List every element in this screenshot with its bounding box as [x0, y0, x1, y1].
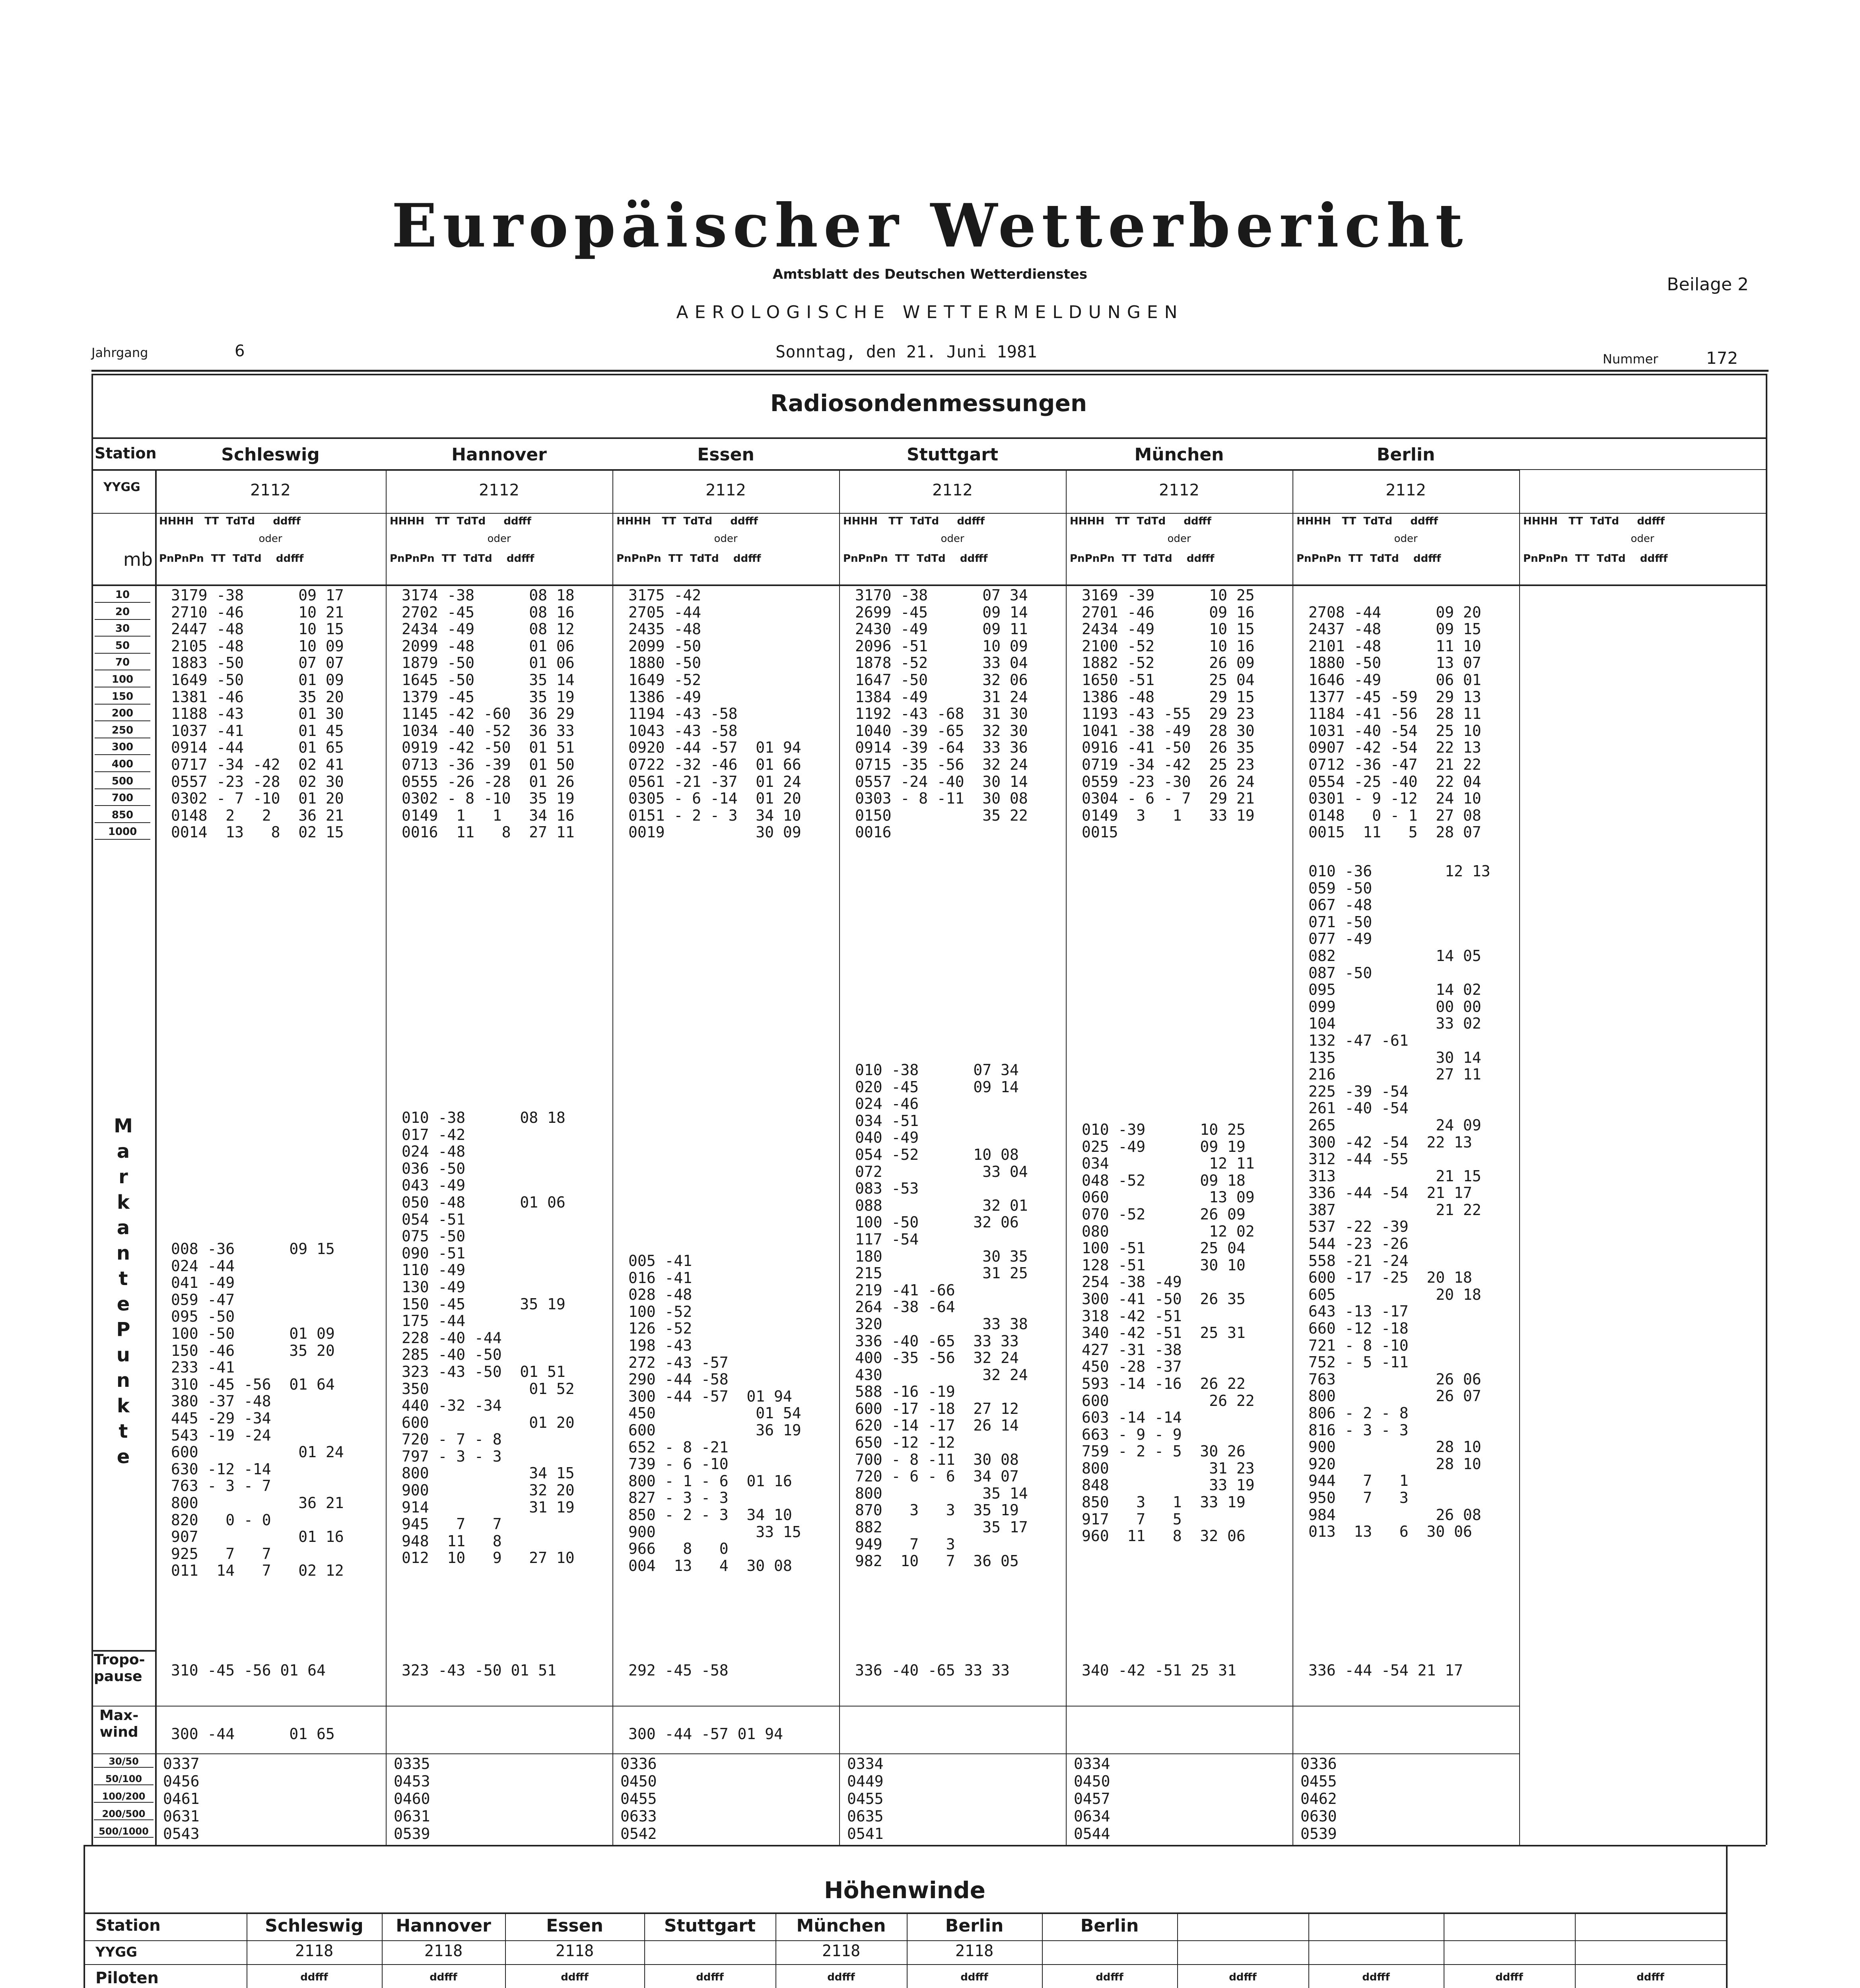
wind-layer-data: 0336 0450 0455 0633 0542 [620, 1755, 657, 1842]
radiosonde-title: Radiosondenmessungen [770, 390, 1087, 417]
wind-layer-label: 200/500 [94, 1808, 154, 1820]
col-header: HHHH TT TdTd ddfff [1070, 515, 1211, 527]
col-header: HHHH TT TdTd ddfff [843, 515, 985, 527]
rule-line [1726, 1845, 1728, 1988]
pressure-level: 10 [95, 588, 150, 603]
markante-letter: r [119, 1166, 128, 1188]
station-yygg: 2112 [932, 481, 973, 499]
col-header: oder [714, 533, 738, 545]
col-header: oder [941, 533, 964, 545]
wind-layer-data: 0334 0450 0457 0634 0544 [1074, 1755, 1110, 1842]
pressure-level: 200 [95, 706, 150, 721]
markante-data: 008 -36 09 15 024 -44 041 -49 059 -47 095 -50 100 -50 01 09 150 -46 35 20 233 -41 310 -45 -56 01 64 380 -37 -48 445 -29 -34 543 -19 -24 600 01 24 630 -12 -14 763 - 3 - 7 800 36 21 820 0 - 0 907 01 16 925 7 7 011 14 7 02 12 [171, 1240, 344, 1580]
markante-letter: u [116, 1344, 130, 1366]
col-header: HHHH TT TdTd ddfff [390, 515, 531, 527]
tropopause-data: 292 -45 -58 [628, 1662, 729, 1679]
col-header: HHHH TT TdTd ddfff [159, 515, 301, 527]
station-label: Station [95, 1916, 161, 1935]
tropopause-data: 336 -44 -54 21 17 [1308, 1662, 1463, 1679]
pressure-level: 50 [95, 639, 150, 654]
markante-letter: e [117, 1293, 130, 1315]
piloten-ddfff: ddfff [300, 1971, 328, 1983]
station-name: Hannover [396, 1916, 491, 1936]
station-name: München [796, 1916, 886, 1936]
col-header: HHHH TT TdTd ddfff [616, 515, 758, 527]
col-header: HHHH TT TdTd ddfff [1296, 515, 1438, 527]
station-label: Station [95, 445, 157, 462]
wind-layer-label: 50/100 [94, 1773, 154, 1785]
station-name: Essen [697, 445, 754, 465]
markante-letter: n [116, 1369, 130, 1392]
maxwind-label: Max- wind [99, 1707, 139, 1740]
rule-line [84, 1964, 1726, 1965]
report-subtitle: Amtsblatt des Deutschen Wetterdienstes [772, 266, 1088, 282]
wind-layer-label: 30/50 [94, 1756, 154, 1768]
pressure-level: 20 [95, 605, 150, 620]
col-header: oder [258, 533, 282, 545]
volume-value: 6 [235, 342, 245, 360]
maxwind-data: 300 -44 -57 01 94 [628, 1725, 783, 1743]
section-heading: AEROLOGISCHE WETTERMELDUNGEN [676, 302, 1184, 322]
supplement-label: Beilage 2 [1667, 274, 1749, 295]
station-yygg: 2112 [479, 481, 519, 499]
rule-line [84, 1912, 1726, 1914]
standard-level-data: 3174 -38 08 18 2702 -45 08 16 2434 -49 08 12 2099 -48 01 06 1879 -50 01 06 1645 -50 35 14 1379 -45 35 19 1145 -42 -60 36 29 1034 -40 -52 36 33 0919 -42 -50 01 51 0713 -36 -39 01 50 0555 -26 -28 01 26 0302 - 8 -10 35 19 0149 1 1 34 16 0016 11 8 27 11 [402, 586, 575, 841]
station-name: Berlin [1376, 445, 1435, 465]
standard-level-data: 3175 -42 2705 -44 2435 -48 2099 -50 1880 -50 1649 -52 1386 -49 1194 -43 -58 1043 -43 -58 0920 -44 -57 01 94 0722 -32 -46 01 66 0561 -21 -37 01 24 0305 - 6 -14 01 20 0151 - 2 - 3 34 10 0019 30 09 [628, 586, 801, 841]
pressure-level: 250 [95, 723, 150, 738]
volume-label: Jahrgang [91, 345, 148, 360]
col-header: PnPnPn TT TdTd ddfff [1523, 553, 1668, 565]
standard-level-data: 3179 -38 09 17 2710 -46 10 21 2447 -48 10 15 2105 -48 10 09 1883 -50 07 07 1649 -50 01 09 1381 -46 35 20 1188 -43 01 30 1037 -41 01 45 0914 -44 01 65 0717 -34 -42 02 41 0557 -23 -28 02 30 0302 - 7 -10 01 20 0148 2 2 36 21 0014 13 8 02 15 [171, 586, 344, 841]
markante-data: 005 -41 016 -41 028 -48 100 -52 126 -52 198 -43 272 -43 -57 290 -44 -58 300 -44 -57 01 94 450 01 54 600 36 19 652 - 8 -21 739 - 6 -10 800 - 1 - 6 01 16 827 - 3 - 3 850 - 2 - 3 34 10 900 33 15 966 8 0 004 13 4 30 08 [628, 1252, 801, 1574]
tropopause-label: Tropo- pause [94, 1652, 145, 1685]
col-header: oder [1631, 533, 1654, 545]
col-header: PnPnPn TT TdTd ddfff [1070, 553, 1215, 565]
pressure-level: 400 [95, 757, 150, 772]
report-title: Europäischer Wetterbericht [391, 191, 1469, 261]
col-header: PnPnPn TT TdTd ddfff [1296, 553, 1441, 565]
pressure-level: 150 [95, 689, 150, 705]
station-name: Berlin [1080, 1916, 1139, 1936]
standard-level-data: 2708 -44 09 20 2437 -48 09 15 2101 -48 11 10 1880 -50 13 07 1646 -49 06 01 1377 -45 -59 29 13 1184 -41 -56 28 11 1031 -40 -54 25 10 0907 -42 -54 22 13 0712 -36 -47 21 22 0554 -25 -40 22 04 0301 - 9 -12 24 10 0148 0 - 1 27 08 0015 11 5 28 07 [1308, 603, 1481, 841]
station-name: Schleswig [265, 1916, 363, 1936]
wind-layer-data: 0335 0453 0460 0631 0539 [394, 1755, 430, 1842]
col-header: HHHH TT TdTd ddfff [1523, 515, 1665, 527]
station-name: Stuttgart [664, 1916, 756, 1936]
markante-data: 010 -36 12 13 059 -50 067 -48 071 -50 077 -49 082 14 05 087 -50 095 14 02 099 00 00 104 33 02 132 -47 -61 135 30 14 216 27 11 225 -39 -54 261 -40 -54 265 24 09 300 -42 -54 22 13 312 -44 -55 313 21 15 336 -44 -54 21 17 387 21 22 537 -22 -39 544 -23 -26 558 -21 -24 600 -17 -25 20 18 605 20 18 643 -13 -17 660 -12 -18 721 - 8 -10 752 - 5 -11 763 26 06 800 26 07 806 - 2 - 8 816 - 3 - 3 900 28 10 920 28 10 944 7 1 950 7 3 984 26 08 013 13 6 30 06 [1308, 862, 1491, 1541]
station-yygg: 2112 [250, 481, 291, 499]
markante-data: 010 -38 07 34 020 -45 09 14 024 -46 034 -51 040 -49 054 -52 10 08 072 33 04 083 -53 088 32 01 100 -50 32 06 117 -54 180 30 35 215 31 25 219 -41 -66 264 -38 -64 320 33 38 336 -40 -65 33 33 400 -35 -56 32 24 430 32 24 588 -16 -19 600 -17 -18 27 12 620 -14 -17 26 14 650 -12 -12 700 - 8 -11 30 08 720 - 6 - 6 34 07 800 35 14 870 3 3 35 19 882 35 17 949 7 3 982 10 7 36 05 [855, 1061, 1028, 1570]
station-yygg: 2118 [955, 1942, 994, 1960]
markante-data: 010 -38 08 18 017 -42 024 -48 036 -50 043 -49 050 -48 01 06 054 -51 075 -50 090 -51 110 -49 130 -49 150 -45 35 19 175 -44 228 -40 -44 285 -40 -50 323 -43 -50 01 51 350 01 52 440 -32 -34 600 01 20 720 - 7 - 8 797 - 3 - 3 800 34 15 900 32 20 914 31 19 945 7 7 948 11 8 012 10 9 27 10 [402, 1109, 575, 1567]
issue-date: Sonntag, den 21. Juni 1981 [775, 342, 1037, 361]
pressure-level: 100 [95, 672, 150, 687]
col-header: oder [1167, 533, 1191, 545]
markante-letter: M [114, 1115, 133, 1137]
tropopause-data: 310 -45 -56 01 64 [171, 1662, 326, 1679]
piloten-ddfff: ddfff [1362, 1971, 1390, 1983]
piloten-ddfff: ddfff [1229, 1971, 1257, 1983]
station-yygg: 2112 [706, 481, 746, 499]
rule-line [84, 1940, 1726, 1941]
standard-level-data: 3169 -39 10 25 2701 -46 09 16 2434 -49 10 15 2100 -52 10 16 1882 -52 26 09 1650 -51 25 04 1386 -48 29 15 1193 -43 -55 29 23 1041 -38 -49 28 30 0916 -41 -50 26 35 0719 -34 -42 25 23 0559 -23 -30 26 24 0304 - 6 - 7 29 21 0149 3 1 33 19 0015 [1082, 586, 1255, 841]
piloten-ddfff: ddfff [1636, 1971, 1664, 1983]
tropopause-data: 323 -43 -50 01 51 [402, 1662, 556, 1679]
station-yygg: 2118 [822, 1942, 861, 1960]
wind-layer-data: 0336 0455 0462 0630 0539 [1300, 1755, 1337, 1842]
markante-letter: n [116, 1242, 130, 1264]
pressure-level: 300 [95, 740, 150, 755]
station-name: Hannover [451, 445, 547, 465]
wind-layer-label: 500/1000 [94, 1826, 154, 1838]
maxwind-data: 300 -44 01 65 [171, 1725, 335, 1743]
piloten-ddfff: ddfff [960, 1971, 988, 1983]
hoehenwinde-title: Höhenwinde [824, 1877, 985, 1904]
wind-layer-label: 100/200 [94, 1791, 154, 1803]
markante-data: 010 -39 10 25 025 -49 09 19 034 12 11 048 -52 09 18 060 13 09 070 -52 26 09 080 12 02 100 -51 25 04 128 -51 30 10 254 -38 -49 300 -41 -50 26 35 318 -42 -51 340 -42 -51 25 31 427 -31 -38 450 -28 -37 593 -14 -16 26 22 600 26 22 603 -14 -14 663 - 9 - 9 759 - 2 - 5 30 26 800 31 23 848 33 19 850 3 1 33 19 917 7 5 960 11 8 32 06 [1082, 1121, 1255, 1545]
station-name: Essen [546, 1916, 603, 1936]
station-yygg: 2118 [295, 1942, 334, 1960]
station-name: München [1134, 445, 1224, 465]
col-header: oder [1394, 533, 1418, 545]
rule-line [84, 1845, 85, 1988]
markante-letter: t [119, 1268, 128, 1290]
station-yygg: 2118 [555, 1942, 594, 1960]
markante-letter: a [117, 1140, 130, 1163]
tropopause-data: 340 -42 -51 25 31 [1082, 1662, 1236, 1679]
piloten-ddfff: ddfff [1495, 1971, 1523, 1983]
pressure-level: 30 [95, 621, 150, 637]
piloten-label: Piloten [95, 1969, 159, 1987]
station-yygg: 2112 [1159, 481, 1199, 499]
col-header: PnPnPn TT TdTd ddfff [843, 553, 988, 565]
pressure-level: 1000 [95, 825, 150, 840]
piloten-ddfff: ddfff [430, 1971, 457, 1983]
piloten-ddfff: ddfff [1096, 1971, 1123, 1983]
station-yygg: 2112 [1386, 481, 1426, 499]
markante-letter: e [117, 1446, 130, 1468]
standard-level-data: 3170 -38 07 34 2699 -45 09 14 2430 -49 09 11 2096 -51 10 09 1878 -52 33 04 1647 -50 32 06 1384 -49 31 24 1192 -43 -68 31 30 1040 -39 -65 32 30 0914 -39 -64 33 36 0715 -35 -56 32 24 0557 -24 -40 30 14 0303 - 8 -11 30 08 0150 35 22 0016 [855, 586, 1028, 841]
station-name: Berlin [945, 1916, 1004, 1936]
mb-label: mb [123, 549, 153, 570]
col-header: PnPnPn TT TdTd ddfff [616, 553, 761, 565]
markante-letter: P [116, 1318, 130, 1341]
number-value: 172 [1706, 348, 1738, 368]
col-header: PnPnPn TT TdTd ddfff [159, 553, 304, 565]
rule-line [84, 1845, 1726, 1846]
tropopause-data: 336 -40 -65 33 33 [855, 1662, 1010, 1679]
wind-layer-data: 0337 0456 0461 0631 0543 [163, 1755, 200, 1842]
col-header: PnPnPn TT TdTd ddfff [390, 553, 534, 565]
pressure-level: 70 [95, 655, 150, 670]
number-label: Nummer [1603, 351, 1658, 367]
station-yygg: 2118 [424, 1942, 463, 1960]
markante-letter: t [119, 1420, 128, 1442]
wind-layer-data: 0334 0449 0455 0635 0541 [847, 1755, 884, 1842]
pressure-level: 850 [95, 808, 150, 823]
piloten-ddfff: ddfff [561, 1971, 589, 1983]
pressure-level: 700 [95, 791, 150, 806]
station-name: Stuttgart [906, 445, 999, 465]
markante-letter: k [117, 1395, 130, 1417]
markante-letter: a [117, 1217, 130, 1239]
markante-letter: k [117, 1191, 130, 1213]
piloten-ddfff: ddfff [827, 1971, 855, 1983]
yygg-label: YYGG [103, 480, 140, 494]
col-header: oder [487, 533, 511, 545]
pressure-level: 500 [95, 774, 150, 789]
piloten-ddfff: ddfff [696, 1971, 724, 1983]
station-name: Schleswig [221, 445, 320, 465]
yygg-label: YYGG [95, 1944, 138, 1960]
